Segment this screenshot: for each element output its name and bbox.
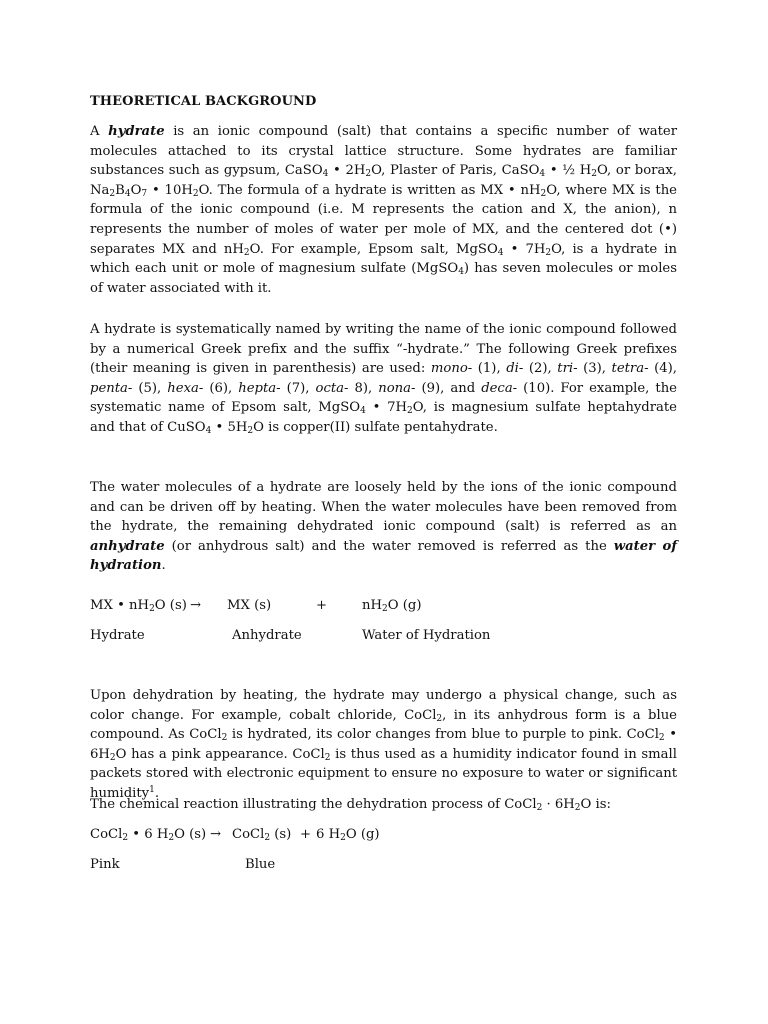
term-water-of-hydration: water of hydration: [90, 538, 677, 574]
text: B: [115, 182, 125, 198]
text: • 5H: [211, 419, 248, 435]
text: .: [161, 558, 166, 574]
text: A: [90, 124, 109, 139]
text: CoCl: [232, 827, 265, 842]
text: O. For example, Epsom salt, MgSO: [249, 241, 498, 257]
text: O is copper(II) sulfate pentahydrate.: [253, 419, 498, 435]
reaction-arrow: →: [210, 827, 222, 842]
subscript: 4: [497, 247, 504, 258]
subscript: 2: [122, 833, 129, 843]
subscript: 2: [382, 604, 388, 614]
text: O: [130, 182, 142, 198]
reaction-arrow: →: [190, 598, 202, 613]
equation-reactant: [90, 596, 187, 616]
subscript: 2: [264, 833, 271, 843]
paragraph-cobalt-chloride: [90, 686, 677, 804]
subscript: 4: [124, 188, 131, 199]
subscript: 2: [407, 406, 413, 417]
prefix: di-: [506, 361, 524, 377]
prefix: hexa-: [167, 380, 204, 396]
text: O. The formula of a hydrate is written as MX • nH: [198, 182, 541, 198]
paragraph-anhydrate: [90, 478, 677, 576]
term-anhydrate: anhydrate: [90, 538, 165, 554]
prefix: deca-: [481, 380, 518, 396]
term-hydrate: hydrate: [108, 124, 165, 139]
label-anhydrate: Anhydrate: [232, 628, 302, 643]
text: is hydrated, its color changes from blue to purple to pink. CoCl: [227, 727, 659, 743]
label-blue: Blue: [245, 857, 276, 872]
text: The water molecules of a hydrate are loosely held by the ions of the ionic compound and can be driven off by heating. When the water molecules have been removed from the hydrate, the remaining dehydrated ionic compound (salt) is referred as an: [90, 480, 677, 535]
subscript: 2: [545, 247, 552, 258]
label-pink: Pink: [90, 857, 120, 872]
label-hydrate: Hydrate: [90, 628, 145, 643]
text: (1),: [472, 361, 507, 377]
subscript: 2: [109, 188, 116, 199]
text: O (g): [387, 598, 422, 613]
section-heading: THEORETICAL BACKGROUND: [90, 94, 317, 109]
text: MX • nH: [90, 598, 150, 613]
equation-product-anhydrous: [232, 825, 291, 845]
text: O, is magnesium sulfate heptahydrate and that of CuSO: [90, 400, 677, 435]
paragraph-hydrate-definition: [90, 122, 677, 298]
subscript: 2: [365, 169, 372, 180]
text: · 6H: [542, 797, 575, 812]
text: O (s): [174, 827, 207, 842]
text: A hydrate is systematically named by writing the name of the ionic compound followed by a numerical Greek prefix and the suffix “-hydrate.” The following Greek prefixes (their meaning is given in parenthesis) are used:: [90, 322, 677, 377]
text: • 2H: [328, 163, 366, 179]
subscript: 2: [243, 247, 250, 258]
text: 8),: [348, 380, 379, 396]
subscript: 2: [109, 752, 116, 763]
prefix: tetra-: [611, 361, 649, 377]
subscript: 2: [192, 188, 199, 199]
prefix: hepta-: [238, 380, 281, 396]
plus-sign: +: [316, 598, 328, 613]
text: (or anhydrous salt) and the water removed is referred as the: [164, 538, 614, 554]
subscript: 4: [458, 267, 464, 278]
text: O has a pink appearance. CoCl: [115, 746, 325, 762]
paragraph-reaction-intro: [90, 795, 611, 815]
text: is thus used as a humidity indicator found in small packets stored with electronic equipment to ensure no exposure to water or significant humidity: [90, 746, 677, 801]
text: O, or borax, Na: [90, 163, 677, 198]
subscript: 4: [539, 169, 546, 180]
text: • 6 H: [128, 827, 169, 842]
subscript: 2: [591, 169, 597, 180]
text: • 7H: [503, 241, 546, 257]
text: (10). For example, the systematic name of Epsom salt, MgSO: [90, 380, 677, 416]
equation-product-water: [316, 825, 380, 845]
text: O (g): [345, 827, 380, 842]
text: • 6H: [90, 727, 677, 762]
text: CoCl: [90, 827, 123, 842]
text: (5),: [132, 380, 168, 396]
equation-reactant: [90, 825, 206, 845]
prefix: nona-: [378, 380, 416, 396]
footnote-marker: 1: [149, 784, 155, 795]
text: O (s): [154, 598, 187, 613]
text: O, is a hydrate in which each unit or mole of magnesium sulfate (MgSO: [90, 241, 677, 277]
text: • ½ H: [545, 163, 592, 179]
subscript: 2: [324, 752, 331, 763]
text: O, Plaster of Paris, CaSO: [371, 163, 540, 179]
subscript: 2: [540, 188, 547, 199]
prefix: octa-: [315, 380, 349, 396]
text: (4),: [648, 361, 677, 377]
text: • 7H: [365, 400, 408, 416]
text: (s): [270, 827, 292, 842]
text: (9), and: [415, 380, 482, 396]
text: .: [154, 785, 160, 801]
subscript: 4: [322, 169, 329, 180]
subscript: 2: [340, 833, 346, 843]
equation-product-anhydrate: MX (s): [227, 598, 272, 613]
prefix: mono-: [430, 361, 473, 377]
subscript: 2: [149, 604, 155, 614]
text: , in its anhydrous form is a blue compound. As CoCl: [90, 707, 677, 743]
text: (2),: [523, 361, 558, 377]
prefix: tri-: [557, 361, 578, 377]
subscript: 2: [536, 803, 543, 813]
text: O is:: [580, 797, 611, 812]
text: (7),: [280, 380, 316, 396]
text: is an ionic compound (salt) that contains a specific number of water molecules attached to its crystal lattice structure. Some hydrates are familiar substances such as gypsum, CaSO: [90, 124, 677, 179]
subscript: 4: [360, 406, 366, 417]
text: ) has seven molecules or moles of water associated with it.: [90, 261, 677, 296]
subscript: 2: [436, 713, 443, 724]
text: (6),: [203, 380, 239, 396]
text: • 10H: [147, 182, 193, 198]
text: Upon dehydration by heating, the hydrate may undergo a physical change, such as color change. For example, cobalt chloride, CoCl: [90, 688, 677, 723]
subscript: 4: [205, 425, 212, 436]
subscript: 2: [168, 833, 175, 843]
text: O, where MX is the formula of the ionic compound (i.e. M represents the cation and X, the anion), n represents the number of moles of water per mole of MX, and the centered dot (•) separates MX and nH: [90, 182, 677, 257]
subscript: 2: [247, 425, 254, 436]
subscript: 2: [574, 803, 581, 813]
subscript: 2: [658, 733, 665, 744]
text: nH: [362, 598, 382, 613]
text: The chemical reaction illustrating the dehydration process of CoCl: [90, 797, 537, 812]
plus-sign: +: [300, 827, 312, 842]
equation-product-water: [362, 596, 421, 616]
subscript: 7: [141, 188, 148, 199]
text: (3),: [577, 361, 612, 377]
text: 6 H: [316, 827, 341, 842]
prefix: penta-: [90, 380, 133, 396]
paragraph-naming-hydrates: [90, 320, 677, 438]
label-water-of-hydration: Water of Hydration: [362, 628, 491, 643]
subscript: 2: [221, 733, 228, 744]
